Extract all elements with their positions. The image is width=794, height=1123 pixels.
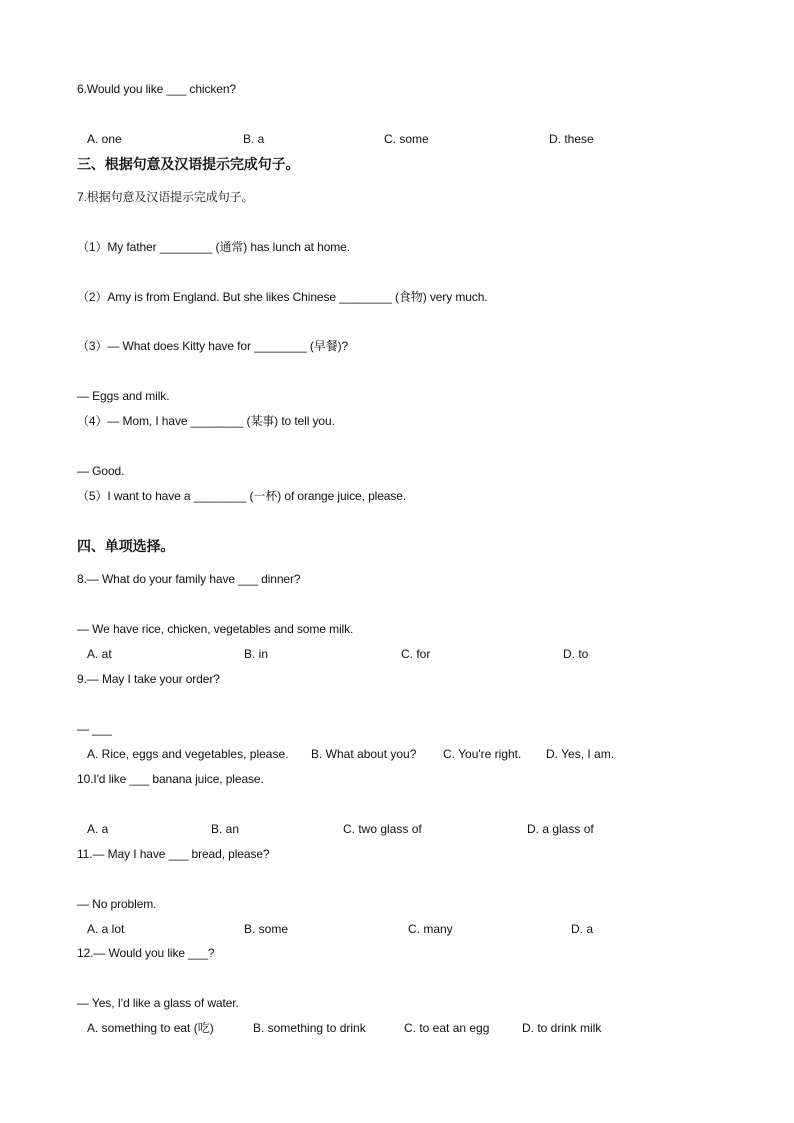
q7-item-4: （4）— Mom, I have ________ (某事) to tell you. <box>77 414 335 428</box>
q6-option-a: A. one <box>87 132 122 146</box>
q9-reply: — ___ <box>77 722 112 736</box>
q11-reply: — No problem. <box>77 897 157 911</box>
q12-option-a: A. something to eat (吃) <box>87 1021 214 1035</box>
q7-item-2: （2）Amy is from England. But she likes Chinese ________ (食物) very much. <box>77 290 488 304</box>
q11-option-b: B. some <box>244 922 289 936</box>
q9-option-c: C. You're right. <box>443 747 522 761</box>
q7-item-5: （5）I want to have a ________ (一杯) of orange juice, please. <box>77 489 407 503</box>
q6-stem: 6.Would you like ___ chicken? <box>77 82 236 96</box>
q9-option-b: B. What about you? <box>311 747 417 761</box>
q10-option-d: D. a glass of <box>527 822 594 836</box>
q10-stem: 10.I'd like ___ banana juice, please. <box>77 772 264 786</box>
q6-option-c: C. some <box>384 132 429 146</box>
q12-option-b: B. something to drink <box>253 1021 366 1035</box>
q8-option-b: B. in <box>244 647 269 661</box>
q11-option-a: A. a lot <box>87 922 125 936</box>
q11-option-c: C. many <box>408 922 453 936</box>
q7-item-3-reply: — Eggs and milk. <box>77 389 170 403</box>
section4-heading: 四、单项选择。 <box>77 538 175 554</box>
q10-option-a: A. a <box>87 822 109 836</box>
q7-item-3: （3）— What does Kitty have for ________ (早餐)? <box>77 339 349 353</box>
q8-option-a: A. at <box>87 647 112 661</box>
q6-option-b: B. a <box>243 132 265 146</box>
q12-option-d: D. to drink milk <box>522 1021 602 1035</box>
q11-option-d: D. a <box>571 922 594 936</box>
q8-option-c: C. for <box>401 647 431 661</box>
q6-option-d: D. these <box>549 132 594 146</box>
q7-item-4-reply: — Good. <box>77 464 125 478</box>
q11-stem: 11.— May I have ___ bread, please? <box>77 847 270 861</box>
q12-option-c: C. to eat an egg <box>404 1021 490 1035</box>
q8-reply: — We have rice, chicken, vegetables and some milk. <box>77 622 354 636</box>
q12-stem: 12.— Would you like ___? <box>77 946 215 960</box>
q9-stem: 9.— May I take your order? <box>77 672 220 686</box>
section3-heading: 三、根据句意及汉语提示完成句子。 <box>77 156 300 172</box>
q7-stem: 7.根据句意及汉语提示完成句子。 <box>77 190 254 204</box>
q7-item-1: （1）My father ________ (通常) has lunch at home. <box>77 240 350 254</box>
q10-option-c: C. two glass of <box>343 822 422 836</box>
q8-stem: 8.— What do your family have ___ dinner? <box>77 572 301 586</box>
q9-option-d: D. Yes, I am. <box>546 747 615 761</box>
q10-option-b: B. an <box>211 822 240 836</box>
q9-option-a: A. Rice, eggs and vegetables, please. <box>87 747 289 761</box>
q12-reply: — Yes, I'd like a glass of water. <box>77 996 239 1010</box>
q8-option-d: D. to <box>563 647 589 661</box>
